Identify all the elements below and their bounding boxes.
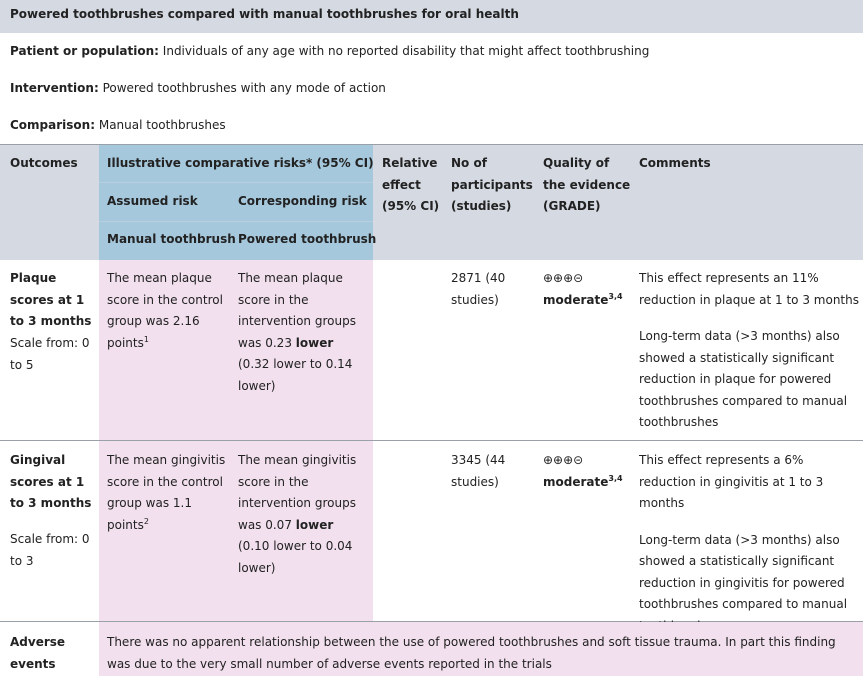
row-outcome: Gingival scores at 1 to 3 months [10, 453, 92, 510]
header-assumed: Assumed risk [107, 194, 198, 208]
header-relative: Relative effect (95% CI) [382, 156, 440, 213]
header-outcomes: Outcomes [10, 156, 78, 170]
comparison-label: Comparison: [10, 118, 96, 132]
table-title: Powered toothbrushes compared with manual toothbrushes for oral health [0, 0, 863, 33]
row-quality: ⊕⊕⊕⊝ moderate$^{3,4}$ [543, 450, 635, 493]
comparison-line [10, 116, 226, 134]
row-comments: This effect represents an 11% reduction in plaque at 1 to 3 months Long-term data (>3 months) also showed a statistically significant reduction in plaque for powered toothbrushes compared to manual toothbrushes [639, 271, 859, 429]
header-quality: Quality of the evidence (GRADE) [543, 156, 631, 213]
header-corresponding: Corresponding risk [238, 194, 367, 208]
adverse-outcome: Adverse events [10, 635, 66, 671]
population-label: Patient or population: [10, 44, 159, 58]
row-comments: This effect represents a 6% reduction in gingivitis at 1 to 3 months Long-term data (>3 months) also showed a statistically significant reduction in gingivitis for powered toothbrushes compared to manual [639, 453, 848, 611]
intervention-line [10, 79, 386, 97]
header-participants: No of participants (studies) [451, 156, 533, 213]
adverse-text: There was no apparent relationship between the use of powered toothbrushes and soft tissue trauma. In part this finding was due to the very small number of adverse events reported in the trials [107, 635, 836, 671]
header-powered: Powered toothbrush [238, 232, 377, 246]
header-top-border [0, 144, 863, 145]
header-subdivider-2 [99, 221, 373, 222]
row-scale: Scale from: 0 to 3 [10, 532, 90, 568]
header-subdivider-1 [99, 182, 373, 183]
header-illustrative: Illustrative comparative risks* (95% CI) [107, 156, 374, 170]
row-participants: 2871 (40 studies) [451, 271, 506, 307]
quality-symbols: ⊕⊕⊕⊝ [543, 453, 584, 467]
row-corresponding-risk: The mean gingivitis score in the intervention groups was 0.07 lower (0.10 lower to 0.04 lower) [238, 453, 357, 575]
quality-symbols: ⊕⊕⊕⊝ [543, 271, 584, 285]
row-outcome: Plaque scores at 1 to 3 months [10, 271, 92, 328]
row-quality: ⊕⊕⊕⊝ moderate$^{3,4}$ [543, 268, 635, 311]
row-assumed-risk: The mean gingivitis score in the control group was 1.1 points$^2$ [107, 453, 226, 532]
intervention-label: Intervention: [10, 81, 99, 95]
comparison-text: Manual toothbrushes [98, 118, 226, 132]
row-scale: Scale from: 0 to 5 [10, 336, 90, 372]
row-participants: 3345 (44 studies) [451, 453, 506, 489]
population-line [10, 42, 649, 60]
intervention-text: Powered toothbrushes with any mode of action [102, 81, 386, 95]
row-assumed-risk: The mean plaque score in the control group was 2.16 points$^1$ [107, 271, 223, 350]
row-corresponding-risk: The mean plaque score in the intervention groups was 0.23 lower (0.32 lower to 0.14 lower) [238, 271, 356, 393]
row-divider-1 [0, 440, 863, 441]
population-text: Individuals of any age with no reported disability that might affect toothbrushing [162, 44, 650, 58]
header-manual: Manual toothbrush [107, 232, 236, 246]
header-comments: Comments [639, 156, 711, 170]
